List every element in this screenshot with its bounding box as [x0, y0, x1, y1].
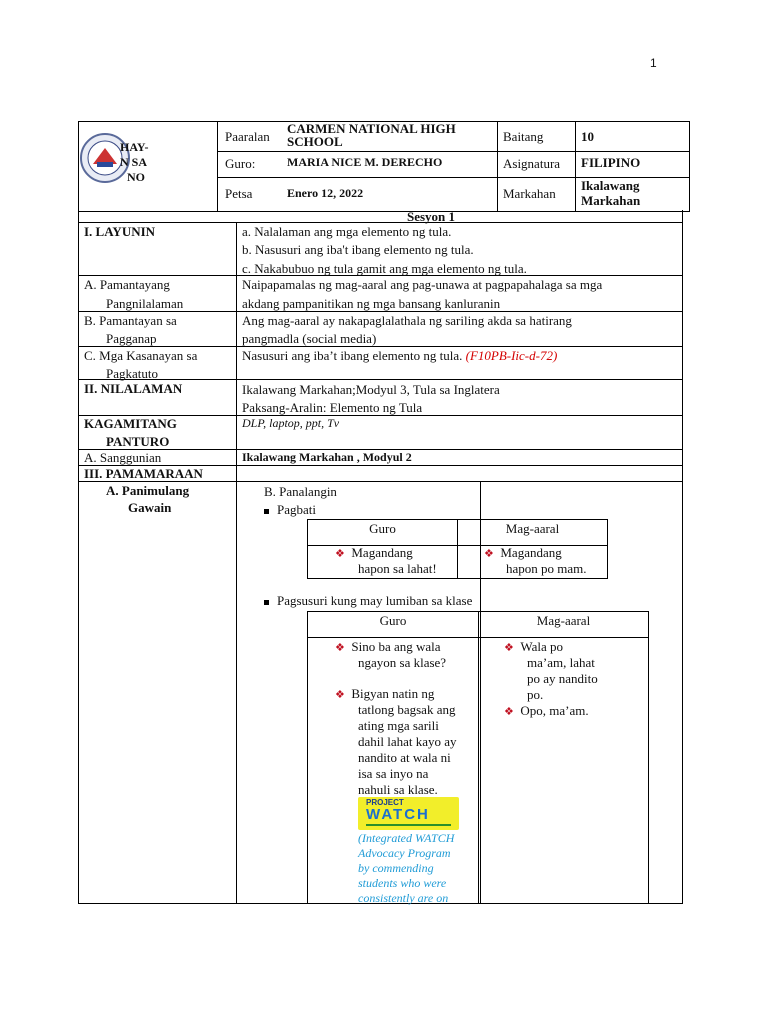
content-standard-2: akdang pampanitikan ng mga bansang kanluranin	[242, 296, 501, 311]
quarter-value: Ikalawang Markahan	[581, 178, 641, 208]
attendance-table	[307, 611, 649, 904]
subject-value: FILIPINO	[581, 155, 641, 170]
attendance-line: isa sa inyo na	[358, 766, 429, 781]
attendance-line: ating mga sarili	[358, 718, 439, 733]
performance-standard-2: pangmadla (social media)	[242, 331, 377, 346]
objective-item: b. Nasusuri ang iba't ibang elemento ng tula.	[242, 242, 474, 257]
nilalaman-text-2: Paksang-Aralin: Elemento ng Tula	[242, 400, 423, 415]
note-line: by commending	[358, 861, 434, 875]
greeting-guro-line: hapon sa lahat!	[358, 561, 437, 576]
nilalaman-text: Ikalawang Markahan;Modyul 3, Tula sa Inglatera	[242, 382, 500, 397]
sanggunian-label: A. Sanggunian	[84, 450, 162, 465]
kagamitan-label-2: PANTURO	[106, 434, 170, 449]
objective-item: a. Nalalaman ang mga elemento ng tula.	[242, 224, 452, 239]
pagganap-label: B. Pamantayan sa	[84, 313, 177, 328]
note-line: (Integrated WATCH	[358, 831, 455, 845]
materials-text: DLP, laptop, ppt, Tv	[242, 416, 340, 430]
competency-code: (F10PB-Iic-d-72)	[465, 348, 558, 363]
competency-text: Nasusuri ang iba’t ibang elemento ng tula.	[242, 348, 466, 363]
objective-item: c. Nakabubuo ng tula gamit ang mga elemento ng tula.	[242, 261, 527, 276]
logo-text-top: PROJECT	[366, 798, 404, 807]
panimulang-label: A. Panimulang	[106, 483, 190, 498]
greeting-magaaral-line: hapon po mam.	[506, 561, 587, 576]
performance-standard: Ang mag-aaral ay nakapaglalathala ng sariling akda sa hatirang	[242, 313, 572, 328]
school-name: CARMEN NATIONAL HIGH SCHOOL	[287, 121, 456, 149]
label-petsa: Petsa	[225, 186, 253, 201]
answer-line: ma’am, lahat	[527, 655, 595, 670]
pamantayang-label-2: Pangnilalaman	[106, 296, 184, 311]
note-line: consistently are on	[358, 891, 449, 905]
reference-text: Ikalawang Markahan , Modyul 2	[242, 450, 412, 464]
header-table	[78, 121, 690, 212]
grade-value: 10	[581, 129, 594, 144]
attendance-line: nahuli sa klase.	[358, 782, 438, 797]
label-paaralan: Paaralan	[225, 129, 270, 144]
greeting-header-magaaral: Mag-aaral	[505, 521, 560, 536]
kasanayan-label-2: Pagkatuto	[106, 366, 158, 381]
attendance-answer-2	[504, 702, 589, 721]
greeting-magaaral-line: Magandang	[500, 545, 562, 560]
note-line: students who were	[358, 876, 447, 890]
diamond-bullet-icon: ❖	[335, 689, 345, 701]
bullet-icon	[264, 509, 269, 514]
pagganap-label-2: Pagganap	[106, 331, 157, 346]
attendance-line: dahil lahat kayo ay	[358, 734, 457, 749]
greeting-guro-line: Magandang	[351, 545, 413, 560]
attendance-header-magaaral: Mag-aaral	[536, 613, 591, 628]
diamond-bullet-icon: ❖	[484, 548, 494, 560]
note-line: Advocacy Program	[358, 846, 451, 860]
page-number: 1	[650, 56, 657, 70]
diamond-bullet-icon: ❖	[504, 706, 514, 718]
gawain-label: Gawain	[128, 500, 172, 515]
project-watch-logo	[358, 797, 459, 830]
content-standard: Naipapamalas ng mag-aaral ang pag-unawa at pagpapahalaga sa mga	[242, 277, 603, 292]
kagamitan-label: KAGAMITANG	[84, 416, 177, 431]
greeting-table	[307, 519, 608, 579]
attendance-line: ngayon sa klase?	[358, 655, 447, 670]
date-value: Enero 12, 2022	[287, 186, 364, 200]
label-baitang: Baitang	[503, 129, 544, 144]
answer-line: po.	[527, 687, 544, 702]
label-guro: Guro:	[225, 156, 256, 171]
attendance-line: tatlong bagsak ang	[358, 702, 456, 717]
logo-line: NO	[127, 170, 145, 184]
pagsusuri-item	[264, 592, 472, 609]
pagbati-text: Pagbati	[277, 502, 316, 517]
attendance-line: nandito at wala ni	[358, 750, 451, 765]
competency	[242, 347, 557, 364]
teacher-name: MARIA NICE M. DERECHO	[287, 155, 443, 169]
greeting-header-guro: Guro	[369, 521, 396, 536]
bullet-icon	[264, 600, 269, 605]
session-title: Sesyon 1	[406, 209, 456, 224]
pamantayang-label: A. Pamantayang	[84, 277, 170, 292]
pagbati-item	[264, 501, 316, 518]
answer-line: Wala po	[520, 639, 564, 654]
nilalaman-label: II. NILALAMAN	[84, 381, 183, 396]
logo-line: N SA	[120, 155, 148, 169]
diamond-bullet-icon: ❖	[335, 548, 345, 560]
attendance-line: Sino ba ang wala	[351, 639, 441, 654]
pamamaraan-label: III. PAMAMARAAN	[84, 466, 203, 481]
logo-line: HAY-	[120, 140, 149, 154]
label-markahan: Markahan	[503, 186, 556, 201]
kasanayan-label: C. Mga Kasanayan sa	[84, 348, 198, 363]
lesson-plan-table	[78, 210, 683, 904]
attendance-header-guro: Guro	[379, 613, 407, 628]
layunin-label: I. LAYUNIN	[84, 224, 156, 239]
watch-note	[358, 831, 454, 906]
answer-line: Opo, ma’am.	[520, 703, 589, 718]
logo-text	[120, 140, 148, 185]
label-asignatura: Asignatura	[503, 156, 561, 171]
logo-text-main: WATCH	[366, 806, 430, 823]
diamond-bullet-icon: ❖	[504, 642, 514, 654]
attendance-line: Bigyan natin ng	[351, 686, 435, 701]
diamond-bullet-icon: ❖	[335, 642, 345, 654]
panalangin-label: B. Panalangin	[264, 484, 337, 499]
answer-line: po ay nandito	[527, 671, 598, 686]
pagsusuri-text: Pagsusuri kung may lumiban sa klase	[277, 593, 473, 608]
